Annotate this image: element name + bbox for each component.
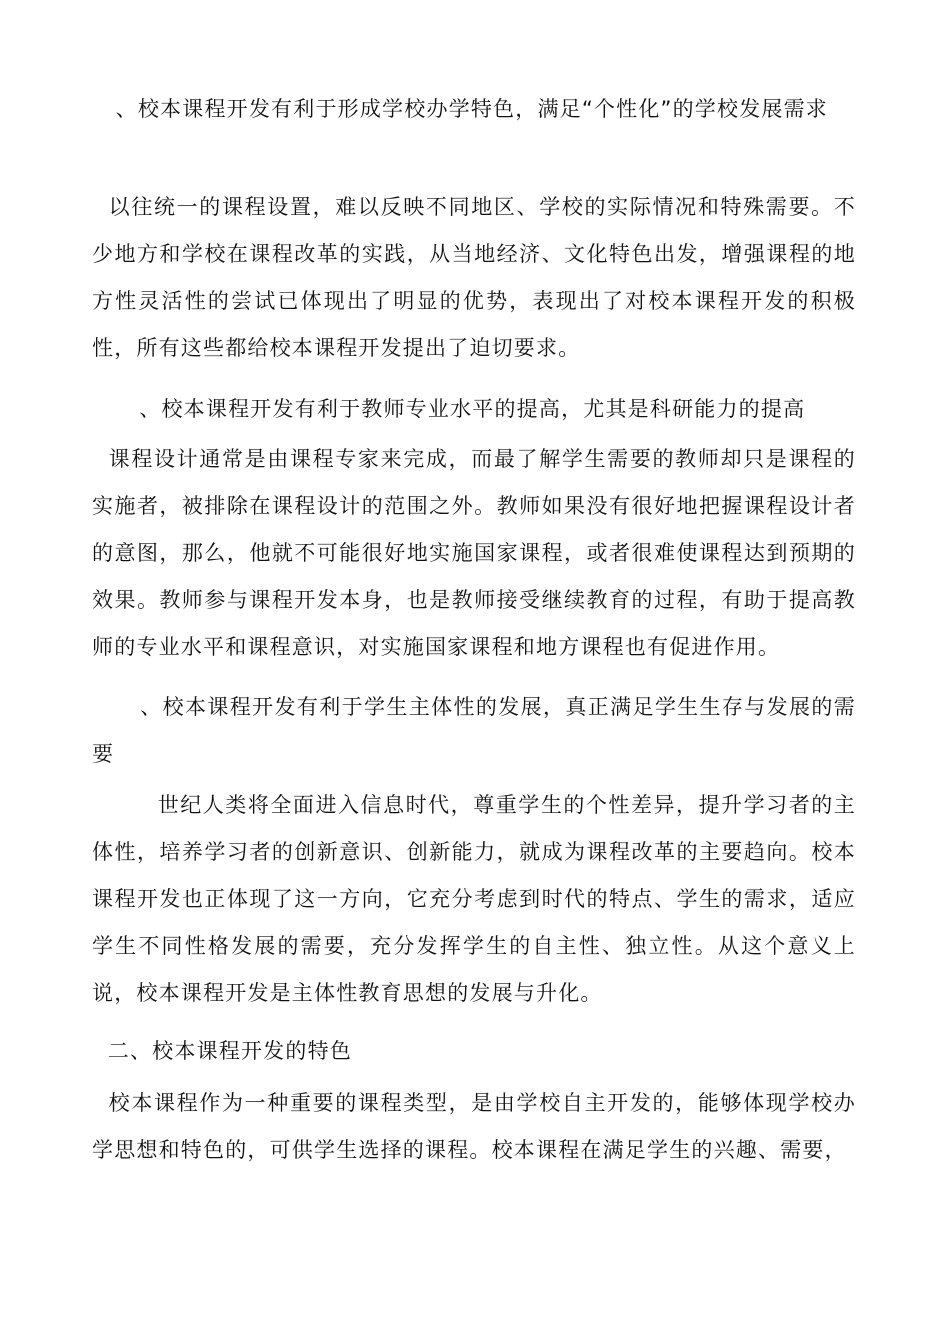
paragraph-body-2: 课程设计通常是由课程专家来完成，而最了解学生需要的教师却只是课程的实施者，被排除在课程设计的范围之外。教师如果没有很好地把握课程设计者的意图，那么，他就不可能很好地实施国家课程，或者很难使课程达到预期的效果。教师参与课程开发本身，也是教师接受继续教育的过程，有助于提高教师的专业水平和课程意识，对实施国家课程和地方课程也有促进作用。 xyxy=(92,447,856,659)
paragraph-heading-2: 、校本课程开发有利于教师专业水平的提高，尤其是科研能力的提高 xyxy=(92,397,806,421)
paragraph-heading-1: 、校本课程开发有利于形成学校办学特色，满足“个性化”的学校发展需求 xyxy=(92,97,828,121)
paragraph-heading-3: 、校本课程开发有利于学生主体性的发展，真正满足学生生存与发展的需要 xyxy=(92,695,856,766)
paragraph-body-1: 以往统一的课程设置，难以反映不同地区、学校的实际情况和特殊需要。不少地方和学校在课程改革的实践，从当地经济、文化特色出发，增强课程的地方性灵活性的尝试已体现出了明显的优势，表现出了对校本课程开发的积极性，所有这些都给校本课程开发提出了迫切要求。 xyxy=(92,195,856,360)
section-heading: 二、校本课程开发的特色 xyxy=(92,1039,352,1063)
paragraph-body-4: 校本课程作为一种重要的课程类型，是由学校自主开发的，能够体现学校办学思想和特色的，可供学生选择的课程。校本课程在满足学生的兴趣、需要， xyxy=(92,1091,856,1162)
paragraph-body-3: 世纪人类将全面进入信息时代，尊重学生的个性差异，提升学习者的主体性，培养学习者的创新意识、创新能力，就成为课程改革的主要趋向。校本课程开发也正体现了这一方向，它充分考虑到时代的特点、学生的需求，适应学生不同性格发展的需要，充分发挥学生的自主性、独立性。从这个意义上说，校本课程开发是主体性教育思想的发展与升化。 xyxy=(92,793,856,1005)
